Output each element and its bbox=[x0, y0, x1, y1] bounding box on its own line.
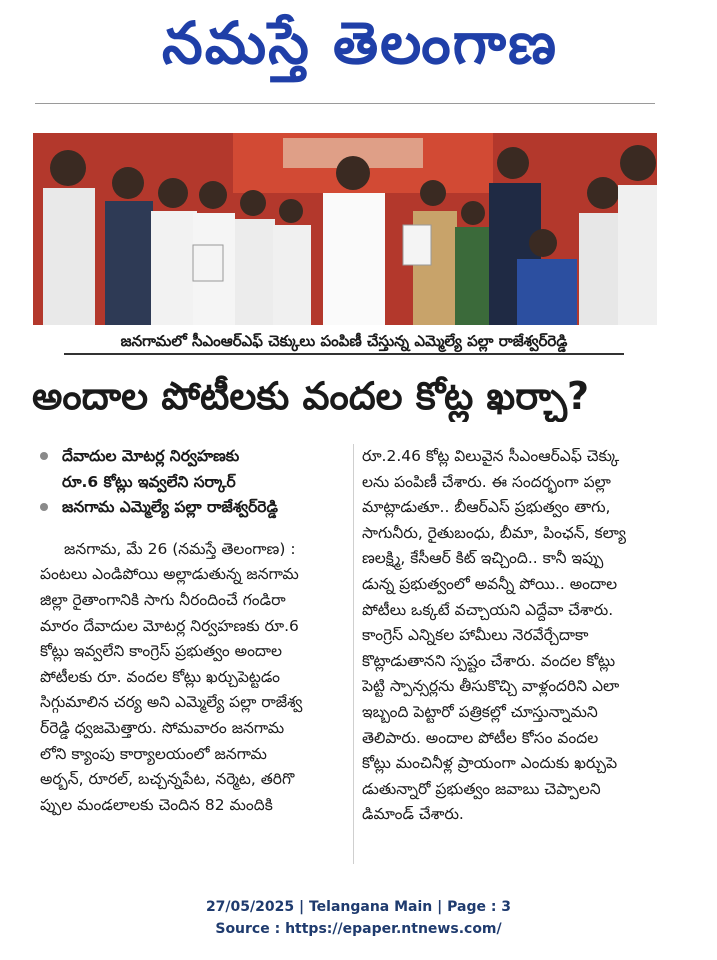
article-text-line: సాగునీరు, రైతుబంధు, బీమా, పింఛన్‌, కల్యా bbox=[362, 523, 626, 542]
article-text-line: పోటీలకు రూ. వందల కోట్లు ఖర్చుపెట్టడం bbox=[40, 667, 280, 686]
bullet-icon bbox=[40, 503, 48, 511]
article-text-line: ఇబ్బంది పెట్టారో పత్రికల్లో చూస్తున్నామని bbox=[362, 702, 598, 721]
article-headline: అందాల పోటీలకు వందల కోట్ల ఖర్చా? bbox=[32, 374, 590, 418]
article-text-line: లోని క్యాంపు కార్యాలయంలో జనగామ bbox=[40, 744, 267, 763]
article-text-line: మాట్లాడుతూ.. బీఆర్‌ఎస్‌ ప్రభుత్వం తాగు, bbox=[362, 498, 611, 517]
article-text-line: ర్‌రెడ్డి ధ్వజమెత్తారు. సోమవారం జనగామ bbox=[40, 718, 285, 737]
article-right-column bbox=[362, 444, 684, 828]
article-text-line: పంటలు ఎండిపోయి అల్లాడుతున్న జనగామ bbox=[40, 565, 299, 584]
article-text-line: తెలిపారు. అందాల పోటీల కోసం వందల bbox=[362, 728, 599, 747]
newspaper-masthead: నమస్తే తెలంగాణ bbox=[162, 9, 558, 77]
page-footer bbox=[0, 896, 717, 940]
article-text-line: సిగ్గుమాలిన చర్య అని ఎమ్మెల్యే పల్లా రాజేశ్వ bbox=[40, 693, 303, 712]
article-text-line: ప్పుల మండలాలకు చెందిన 82 మందికి bbox=[40, 795, 273, 814]
bullet-point bbox=[40, 495, 348, 521]
article-text-line: డున్న ప్రభుత్వంలో అవన్నీ పోయి.. అందాల bbox=[362, 574, 618, 593]
article-text-line: కోట్లు ఇవ్వలేని కాంగ్రెస్‌ ప్రభుత్వం అందాల bbox=[40, 642, 283, 661]
article-text-line: పెట్టి స్పాన్సర్లను తీసుకొచ్చి వాళ్లందరిని ఎలా bbox=[362, 677, 620, 696]
article-text-line: కాంగ్రెస్‌ ఎన్నికల హామీలు నెరవేర్చేదాకా bbox=[362, 626, 589, 645]
article-text-line: జిల్లా రైతాంగానికి సాగు నీరందించే గండిరా bbox=[40, 590, 286, 609]
article-text-line: లను పంపిణీ చేశారు. ఈ సందర్భంగా పల్లా bbox=[362, 472, 611, 491]
article-text-line: డిమాండ్‌ చేశారు. bbox=[362, 805, 464, 824]
article-text-line: అర్బన్‌, రూరల్‌, బచ్చన్నపేట, నర్మెట, తరిగొ bbox=[40, 770, 295, 789]
bullet-continuation: రూ.6 కోట్లు ఇవ్వలేని సర్కార్‌ bbox=[62, 472, 236, 491]
footer-source-link[interactable]: Source : https://epaper.ntnews.com/ bbox=[215, 921, 502, 937]
article-left-column bbox=[40, 444, 348, 818]
article-text-line: డుతున్నారో ప్రభుత్వం జవాబు చెప్పాలని bbox=[362, 779, 601, 798]
article-text-line: కొట్లాడుతానని స్పష్టం చేశారు. వందల కోట్లు bbox=[362, 651, 616, 670]
masthead-divider bbox=[35, 103, 655, 104]
bullet-text: జనగామ ఎమ్మెల్యే పల్లా రాజేశ్వర్‌రెడ్డి bbox=[62, 498, 278, 517]
photo-caption: జనగామలో సీఎంఆర్‌ఎఫ్‌ చెక్కులు పంపిణీ చేస్తున్న ఎమ్మెల్యే పల్లా రాజేశ్వర్‌రెడ్డి bbox=[64, 329, 624, 355]
column-divider bbox=[353, 444, 354, 864]
article-text-line: మారం దేవాదుల మోటర్ల నిర్వహణకు రూ.6 bbox=[40, 616, 299, 635]
bullet-point bbox=[40, 444, 348, 470]
article-text-line: పోటీలు ఒక్కటే వచ్చాయని ఎద్దేవా చేశారు. bbox=[362, 600, 614, 619]
group-photo-illustration bbox=[33, 133, 657, 325]
article-text-line: ణలక్ష్మి, కేసీఆర్‌ కిట్‌ ఇచ్చింది.. కానీ ఇప్పు bbox=[362, 549, 604, 568]
article-text-line: కోట్లు మంచినీళ్ల ప్రాయంగా ఎందుకు ఖర్చుపె bbox=[362, 754, 618, 773]
news-photo bbox=[33, 133, 657, 325]
footer-edition-info: 27/05/2025 | Telangana Main | Page : 3 bbox=[205, 899, 512, 915]
article-text-line: జనగామ, మే 26 (నమస్తే తెలంగాణ) : bbox=[64, 539, 296, 558]
bullet-text: దేవాదుల మోటర్ల నిర్వహణకు bbox=[62, 447, 240, 465]
bullet-icon bbox=[40, 452, 48, 460]
article-text-line: రూ.2.46 కోట్ల విలువైన సీఎంఆర్‌ఎఫ్‌ చెక్కు bbox=[362, 447, 620, 465]
